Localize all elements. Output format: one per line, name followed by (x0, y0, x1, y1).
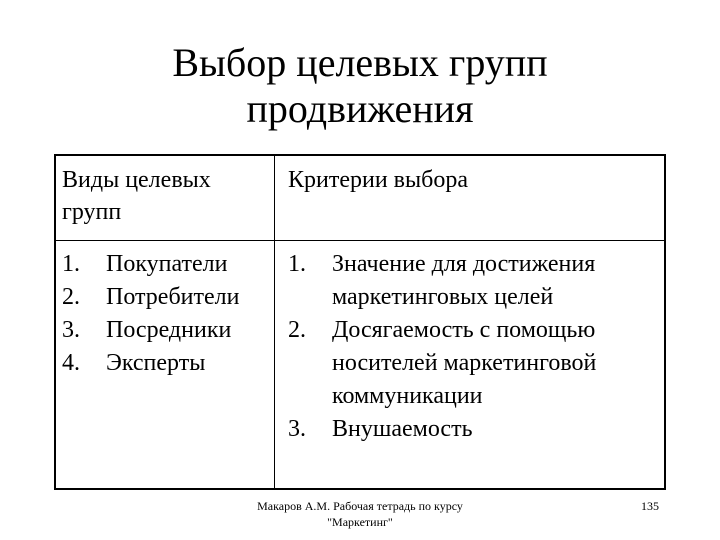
list-item-text: Покупатели (106, 251, 228, 277)
list-item-text: Потребители (106, 284, 240, 310)
list-item-number: 1. (62, 251, 80, 277)
list-item-number: 2. (62, 284, 80, 310)
list-item (288, 248, 660, 314)
target-groups-table (54, 154, 666, 490)
list-item-text: Эксперты (106, 350, 206, 376)
table-header-divider (56, 240, 664, 241)
page-number: 135 (641, 499, 659, 513)
list-item (62, 281, 272, 314)
list-item-number: 1. (288, 251, 306, 277)
column-header-target-groups: Виды целевых групп (62, 167, 211, 225)
list-item-text: Досягаемость с помощью носителей маркетинговой коммуникации (332, 317, 597, 409)
target-groups-list (62, 248, 272, 380)
list-item-text: Внушаемость (332, 416, 473, 442)
list-item (62, 347, 272, 380)
list-item-text: Значение для достижения маркетинговых целей (332, 251, 596, 310)
slide-title-line-1: Выбор целевых групп (172, 40, 548, 85)
slide-title-line-2: продвижения (246, 86, 474, 131)
list-item-number: 4. (62, 350, 80, 376)
list-item (62, 248, 272, 281)
footer-note: Макаров А.М. Рабочая тетрадь по курсу "Маркетинг" (257, 499, 463, 529)
list-item (288, 314, 660, 413)
list-item-number: 3. (62, 317, 80, 343)
column-header-criteria: Критерии выбора (288, 167, 468, 193)
list-item-number: 2. (288, 317, 306, 343)
table-column-divider (274, 156, 275, 488)
list-item (288, 413, 660, 446)
list-item-text: Посредники (106, 317, 232, 343)
criteria-list (288, 248, 660, 446)
list-item (62, 314, 272, 347)
list-item-number: 3. (288, 416, 306, 442)
slide-title (0, 40, 720, 132)
